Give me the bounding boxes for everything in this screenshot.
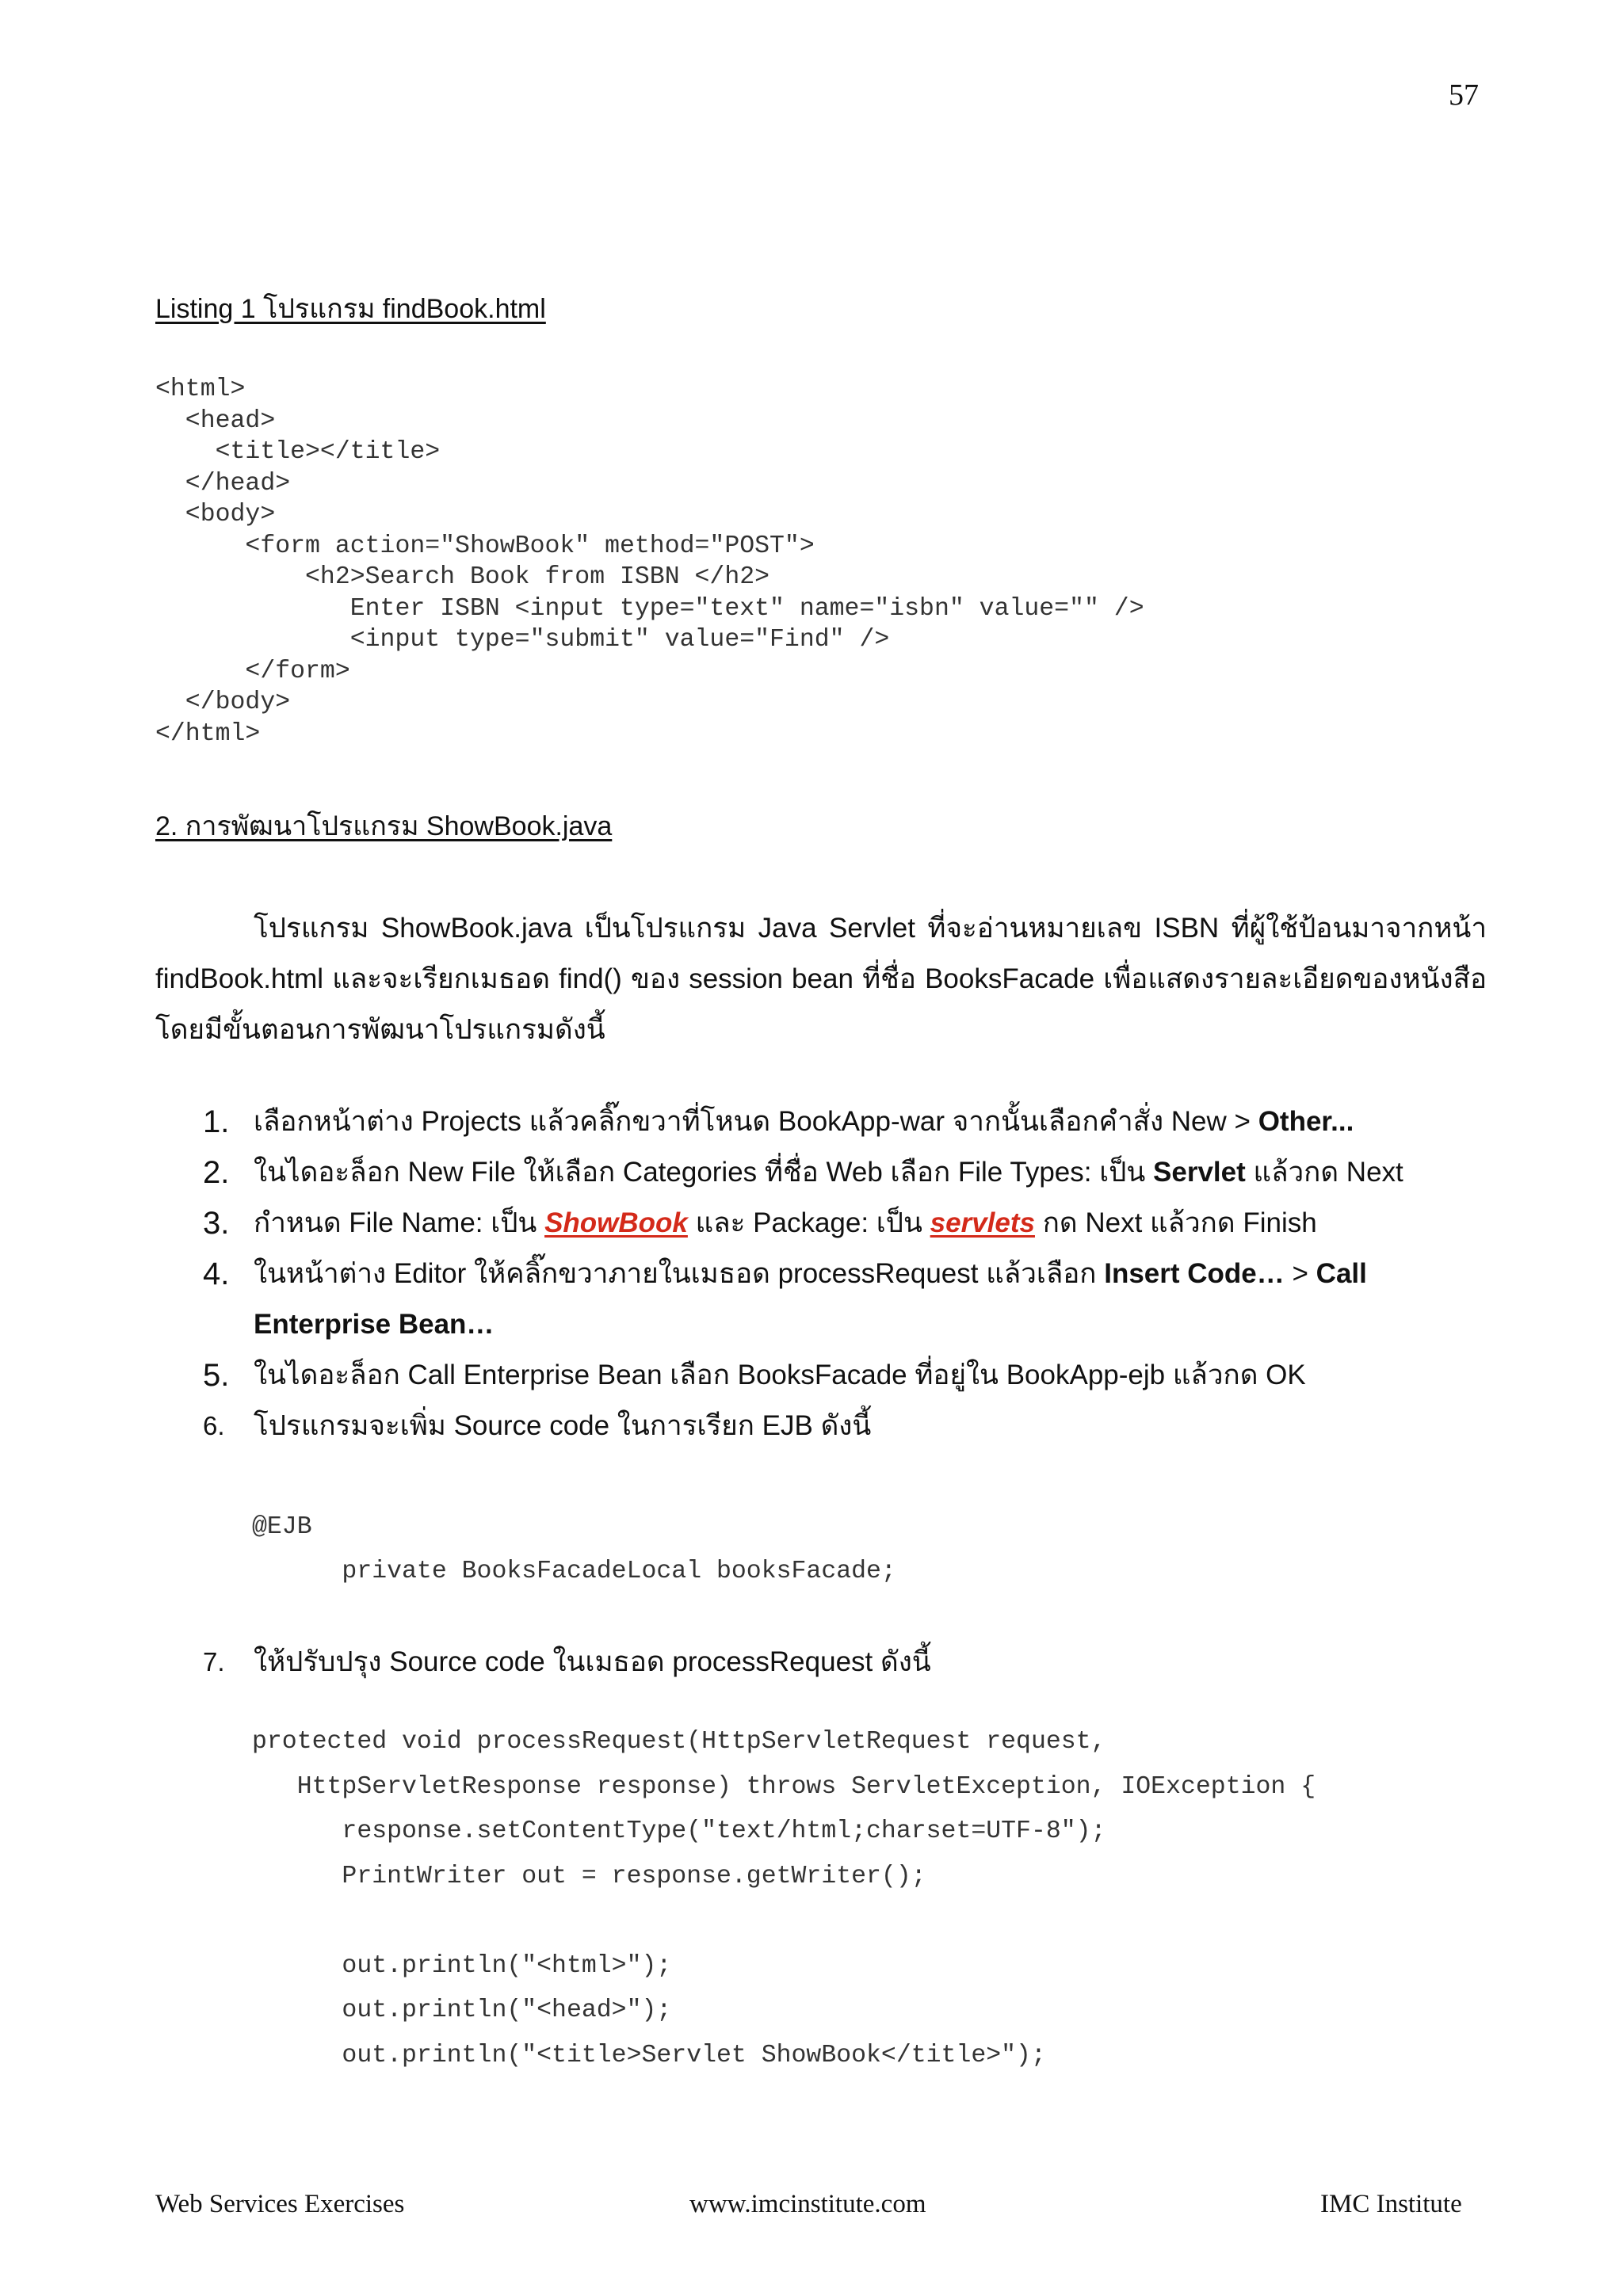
step-7 bbox=[203, 1637, 1506, 1688]
step-number: 4. bbox=[203, 1257, 230, 1291]
step-text: ในหน้าต่าง Editor ให้คลิ๊กขวาภายในเมธอด processRequest แล้วเลือก bbox=[254, 1258, 1105, 1289]
step-text: และ Package: เป็น bbox=[687, 1207, 930, 1238]
step-number: 7. bbox=[203, 1647, 225, 1676]
step-text: > bbox=[1284, 1258, 1316, 1289]
step-text: โปรแกรมจะเพิ่ม Source code ในการเรียก EJB ดังนี้ bbox=[254, 1410, 872, 1441]
step-list bbox=[203, 1637, 1506, 1688]
intro-paragraph: โปรแกรม ShowBook.java เป็นโปรแกรม Java Servlet ที่จะอ่านหมายเลข ISBN ที่ผู้ใช้ป้อนมาจากหน้า findBook.html และจะเรียกเมธอด find() ของ session bean ที่ชื่อ BooksFacade เพื่อแสดงรายละเอียดของหนังสือ โดยมีขั้นตอนการพัฒนาโปรแกรมดังนี้ bbox=[155, 913, 1487, 1045]
highlight-package-name: servlets bbox=[930, 1207, 1035, 1238]
step-1 bbox=[203, 1097, 1506, 1147]
step-text: ให้ปรับปรุง Source code ในเมธอด processRequest ดังนี้ bbox=[254, 1646, 931, 1677]
footer-title: Web Services Exercises bbox=[155, 2190, 405, 2218]
step-list bbox=[203, 1097, 1506, 1451]
page-number: 57 bbox=[1449, 78, 1479, 112]
process-request-code: protected void processRequest(HttpServletRequest request, HttpServletResponse response) throws ServletException, IOException { response.setContentType("text/html;charset=UTF-8"); PrintWriter out = response.getWriter(); out.println("<html>"); out.println("<head>"); out.println("<title>Servlet ShowBook</title>"); bbox=[252, 1728, 1316, 2069]
step-bold-text: Servlet bbox=[1153, 1157, 1246, 1188]
step-5 bbox=[203, 1350, 1506, 1401]
ejb-code-snippet: @EJB private BooksFacadeLocal booksFacade; bbox=[252, 1513, 896, 1585]
step-2 bbox=[203, 1147, 1506, 1198]
step-4 bbox=[203, 1249, 1506, 1350]
step-text: ในไดอะล็อก New File ให้เลือก Categories ที่ชื่อ Web เลือก File Types: เป็น bbox=[254, 1157, 1154, 1188]
section-heading: 2. การพัฒนาโปรแกรม ShowBook.java bbox=[155, 811, 613, 841]
step-bold-text: Call Enterprise Bean… bbox=[254, 1258, 1367, 1340]
step-bold-text: Other... bbox=[1258, 1106, 1354, 1137]
step-6 bbox=[203, 1401, 1506, 1451]
footer-publisher: IMC Institute bbox=[1320, 2190, 1462, 2218]
step-tail-text: แล้วกด Next bbox=[1245, 1157, 1403, 1188]
step-text: กด Next แล้วกด Finish bbox=[1034, 1207, 1317, 1238]
footer-url: www.imcinstitute.com bbox=[689, 2190, 926, 2218]
step-text: เลือกหน้าต่าง Projects แล้วคลิ๊กขวาที่โหนด BookApp-war จากนั้นเลือกคำสั่ง New > bbox=[254, 1106, 1258, 1137]
step-number: 5. bbox=[203, 1358, 230, 1393]
listing-heading: Listing 1 โปรแกรม findBook.html bbox=[155, 294, 546, 324]
step-number: 6. bbox=[203, 1411, 225, 1440]
step-3 bbox=[203, 1198, 1506, 1249]
highlight-file-name: ShowBook bbox=[544, 1207, 688, 1238]
step-number: 3. bbox=[203, 1206, 230, 1241]
html-code-listing: <html> <head> <title></title> </head> <body> <form action="ShowBook" method="POST"> <h2>Search Book from ISBN </h2> Enter ISBN <input type="text" name="isbn" value="" /> <input type="submit" value="Find" /> </form> </body> </html> bbox=[155, 376, 1144, 748]
step-text: ในไดอะล็อก Call Enterprise Bean เลือก BooksFacade ที่อยู่ใน BookApp-ejb แล้วกด OK bbox=[254, 1360, 1306, 1390]
step-number: 1. bbox=[203, 1104, 230, 1139]
step-bold-text: Insert Code… bbox=[1104, 1258, 1285, 1289]
step-number: 2. bbox=[203, 1155, 230, 1190]
step-text: กำหนด File Name: เป็น bbox=[254, 1207, 545, 1238]
